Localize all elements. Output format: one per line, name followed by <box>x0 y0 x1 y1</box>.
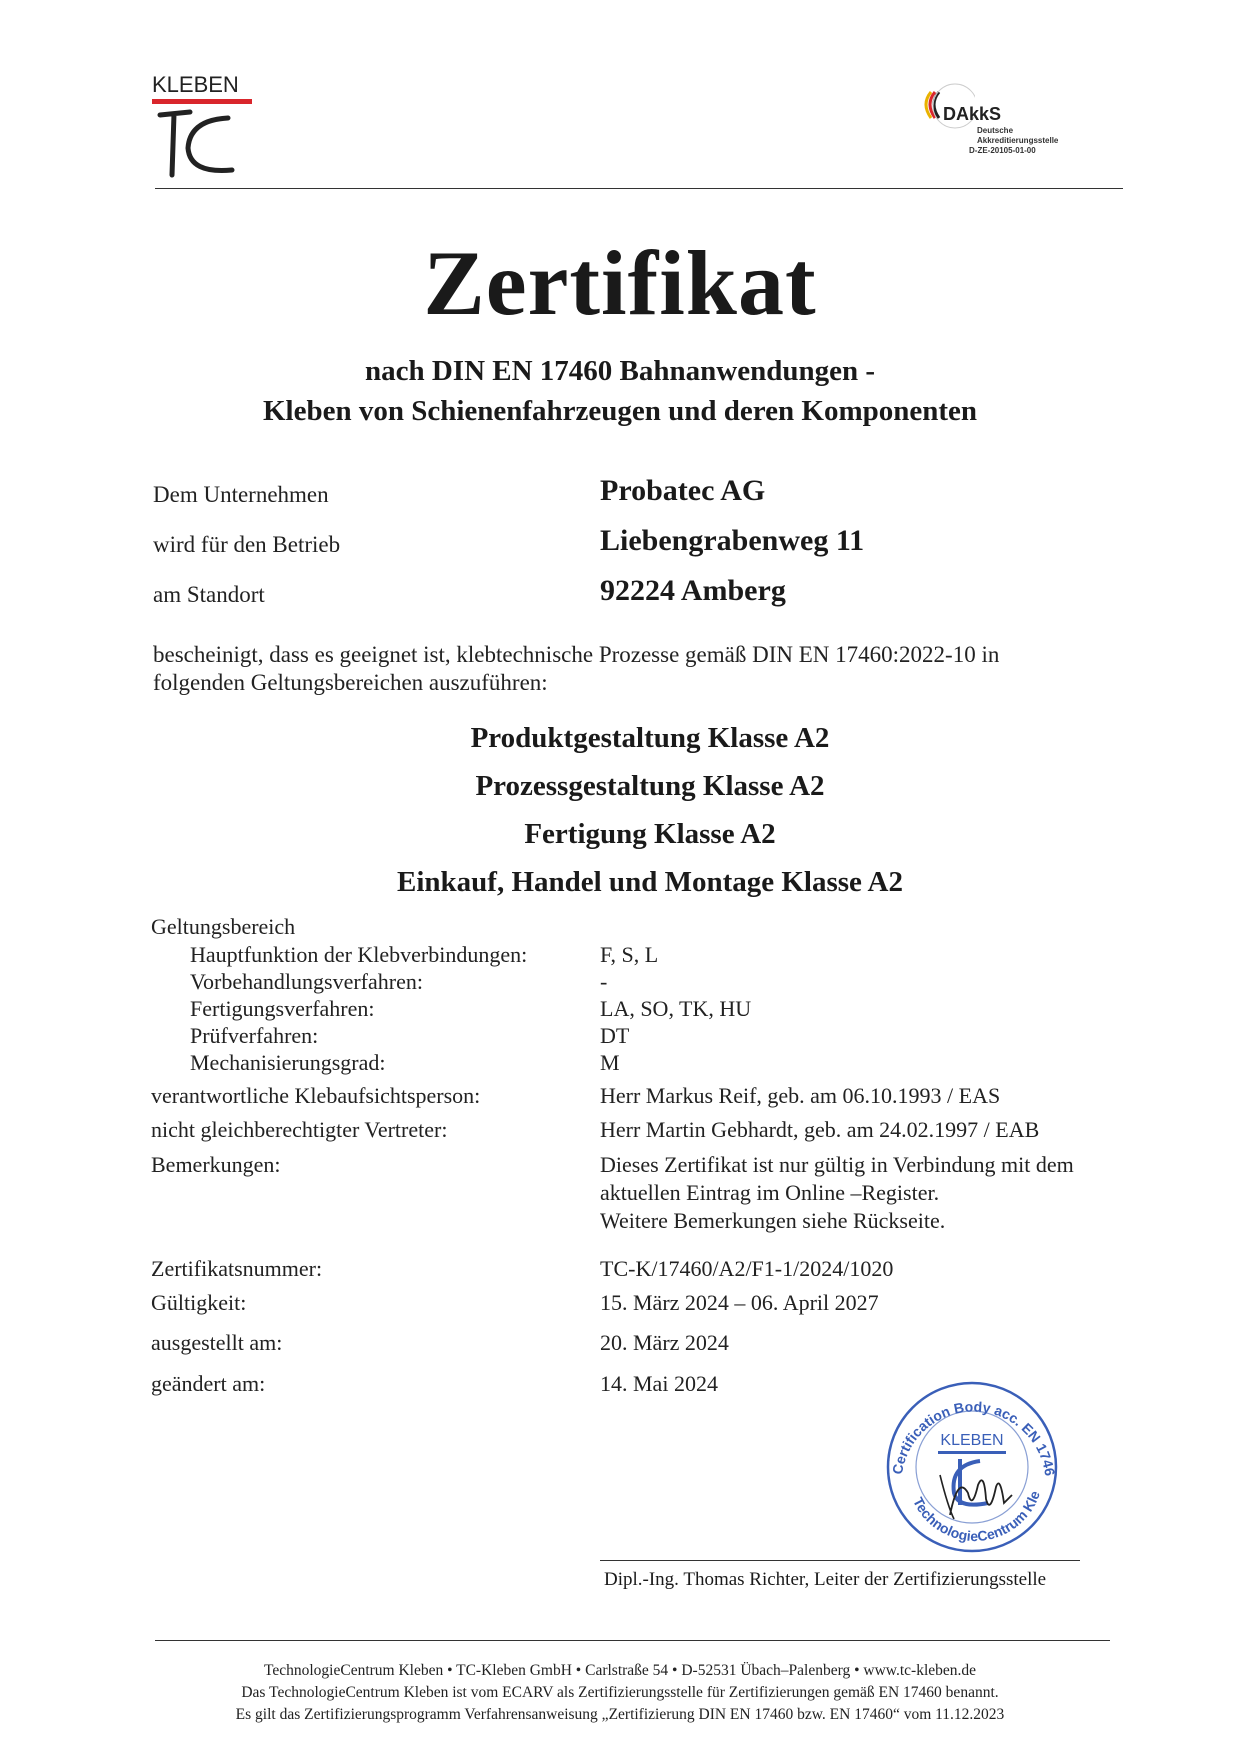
remarks-line2: aktuellen Eintrag im Online –Register. <box>600 1180 940 1205</box>
seal-bottom-text: TechnologieCentrum Kle <box>910 1488 1043 1545</box>
testing-label: Prüfverfahren: <box>190 1023 319 1048</box>
details-heading: Geltungsbereich <box>151 914 296 939</box>
changed-label: geändert am: <box>151 1371 266 1396</box>
changed-value: 14. Mai 2024 <box>600 1371 718 1396</box>
manufacturing-value: LA, SO, TK, HU <box>600 996 752 1021</box>
dakks-name: DAkkS <box>943 104 1002 124</box>
remarks-line3: Weitere Bemerkungen siehe Rückseite. <box>600 1208 946 1233</box>
dakks-line2: Akkreditierungsstelle <box>977 136 1059 145</box>
supervisor-value: Herr Markus Reif, geb. am 06.10.1993 / EAS <box>600 1083 1001 1108</box>
signature-line <box>600 1560 1080 1561</box>
dakks-line3: D-ZE-20105-01-00 <box>969 146 1036 155</box>
footer-divider <box>155 1640 1110 1641</box>
certification-seal <box>880 1375 1065 1560</box>
value-location: 92224 Amberg <box>600 574 786 607</box>
cert-number-label: Zertifikatsnummer: <box>151 1256 323 1281</box>
header-divider <box>155 188 1123 189</box>
tc-kleben-logo <box>150 70 260 180</box>
seal-top-text: Certification Body acc. EN 1746 <box>889 1398 1059 1477</box>
main-function-label: Hauptfunktion der Klebverbindungen: <box>190 942 528 967</box>
statement-line1: bescheinigt, dass es geeignet ist, klebtechnische Prozesse gemäß DIN EN 17460:2022-10 in <box>153 642 1000 667</box>
dakks-logo <box>915 82 1085 162</box>
deputy-label: nicht gleichberechtigter Vertreter: <box>151 1117 448 1142</box>
statement-line2: folgenden Geltungsbereichen auszuführen: <box>153 670 548 695</box>
cert-number-value: TC-K/17460/A2/F1-1/2024/1020 <box>600 1256 894 1281</box>
label-company: Dem Unternehmen <box>153 482 329 507</box>
signatory-text: Dipl.-Ing. Thomas Richter, Leiter der Zertifizierungsstelle <box>604 1569 1047 1590</box>
scope-item: Produktgestaltung Klasse A2 <box>470 722 830 754</box>
remarks-line1: Dieses Zertifikat ist nur gültig in Verbindung mit dem <box>600 1152 1074 1177</box>
scope-item: Prozessgestaltung Klasse A2 <box>475 770 825 802</box>
scope-item: Fertigung Klasse A2 <box>524 818 776 850</box>
issued-value: 20. März 2024 <box>600 1330 729 1355</box>
issued-label: ausgestellt am: <box>151 1330 283 1355</box>
label-location: am Standort <box>153 582 265 607</box>
certificate-title: Zertifikat <box>423 232 817 334</box>
value-site: Liebengrabenweg 11 <box>600 524 865 557</box>
manufacturing-label: Fertigungsverfahren: <box>190 996 375 1021</box>
seal-center-text: KLEBEN <box>940 1432 1004 1449</box>
deputy-value: Herr Martin Gebhardt, geb. am 24.02.1997 / EAB <box>600 1117 1040 1142</box>
footer-line2: Das TechnologieCentrum Kleben ist vom ECARV als Zertifizierungsstelle für Zertifizierungen gemäß EN 17460 benannt. <box>241 1684 999 1701</box>
dakks-line1: Deutsche <box>977 126 1014 135</box>
pretreatment-label: Vorbehandlungsverfahren: <box>190 969 423 994</box>
validity-value: 15. März 2024 – 06. April 2027 <box>600 1290 879 1315</box>
remarks-label: Bemerkungen: <box>151 1152 281 1177</box>
value-company: Probatec AG <box>600 474 766 507</box>
scope-item: Einkauf, Handel und Montage Klasse A2 <box>397 866 903 898</box>
testing-value: DT <box>600 1023 630 1048</box>
subtitle-line1: nach DIN EN 17460 Bahnanwendungen - <box>364 355 876 387</box>
main-function-value: F, S, L <box>600 942 659 967</box>
validity-label: Gültigkeit: <box>151 1290 247 1315</box>
footer-line1: TechnologieCentrum Kleben • TC-Kleben GmbH • Carlstraße 54 • D-52531 Übach–Palenberg • www.tc-kleben.de <box>263 1662 977 1679</box>
mechanization-label: Mechanisierungsgrad: <box>190 1050 386 1075</box>
supervisor-label: verantwortliche Klebaufsichtsperson: <box>151 1083 481 1108</box>
pretreatment-value: - <box>600 969 608 994</box>
footer-line3: Es gilt das Zertifizierungsprogramm Verfahrensanweisung „Zertifizierung DIN EN 17460 bzw. EN 17460“ vom 11.12.2023 <box>235 1706 1005 1723</box>
mechanization-value: M <box>600 1050 620 1075</box>
label-site: wird für den Betrieb <box>153 532 341 557</box>
logo-kleben-text: KLEBEN <box>152 72 239 97</box>
subtitle-line2: Kleben von Schienenfahrzeugen und deren Komponenten <box>262 395 978 427</box>
